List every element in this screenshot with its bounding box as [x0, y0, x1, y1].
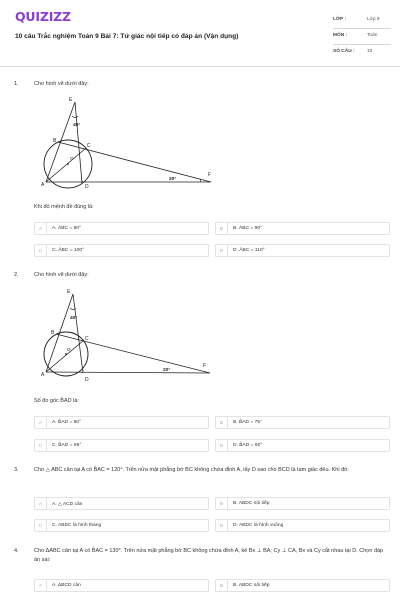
question-number: 3.	[14, 467, 19, 473]
header-divider	[0, 66, 400, 67]
answer-option[interactable]	[215, 244, 390, 257]
option-letter: A	[35, 417, 47, 428]
answer-option[interactable]	[34, 244, 209, 257]
option-letter: A	[35, 498, 47, 509]
answer-option[interactable]	[215, 497, 390, 510]
meta-label: MÔN :	[333, 33, 348, 38]
option-text: D. ÂBC = 110°	[233, 248, 265, 254]
point-label: D	[85, 377, 89, 383]
angle-label: 40°	[70, 316, 78, 321]
option-letter: C	[35, 520, 47, 531]
question-number: 1.	[14, 81, 19, 87]
option-letter: D	[216, 245, 228, 256]
option-text: C. ABDC là hình thang	[52, 523, 102, 529]
point-label: E	[69, 97, 73, 103]
point-label: D	[85, 184, 89, 190]
answer-option[interactable]	[215, 416, 390, 429]
geometry-figure	[38, 96, 218, 194]
option-letter: C	[35, 245, 47, 256]
point-label: O	[70, 156, 74, 161]
option-letter: B	[216, 223, 228, 234]
quizizz-logo: QUIZIZZ	[15, 9, 71, 24]
option-text: A. B̂AD = 80°	[52, 420, 82, 426]
option-letter: A	[35, 223, 47, 234]
answer-option[interactable]	[34, 439, 209, 452]
question-prompt: Cho hình vẽ dưới đây:	[34, 81, 89, 87]
question-prompt: Cho ΔABC cân tại A có B̂AC = 130°. Trên nửa mặt phẳng bờ BC không chứa đỉnh A, kẻ Bx ⊥ BA; Cy ⊥ CA, Bx và Cy cắt nhau tại D. Chọn đáp án sai:	[34, 548, 384, 564]
worksheet-title: 10 câu Trắc nghiệm Toán 9 Bài 7: Tứ giác nội tiếp có đáp án (Vận dụng)	[15, 33, 239, 40]
point-label: C	[85, 336, 89, 342]
answer-option[interactable]	[34, 579, 209, 592]
point-label: B	[51, 330, 55, 336]
meta-value: Toán	[367, 33, 378, 38]
option-text: B. ABDC nội tiếp	[233, 583, 270, 589]
point-label: F	[208, 172, 212, 178]
point-label: B	[53, 138, 57, 144]
option-letter: D	[216, 520, 228, 531]
option-text: B. B̂AD = 75°	[233, 420, 263, 426]
angle-label: 20°	[169, 177, 177, 182]
option-letter: B	[216, 580, 228, 591]
point-label: A	[41, 182, 45, 188]
meta-label: SỐ CÂU :	[333, 49, 355, 54]
angle-label: 20°	[163, 368, 171, 373]
option-text: B. ABDC nội tiếp	[233, 501, 270, 507]
question-text: Khi đó mệnh đề đúng là:	[34, 204, 94, 210]
answer-option[interactable]	[34, 416, 209, 429]
option-letter: B	[216, 498, 228, 509]
option-letter: B	[216, 417, 228, 428]
option-letter: D	[216, 440, 228, 451]
option-text: A. △ ACD cân	[52, 502, 83, 508]
question-number: 2.	[14, 272, 19, 278]
meta-row-subject	[333, 29, 391, 45]
point-label: F	[203, 363, 207, 369]
point-label: O	[67, 347, 71, 352]
meta-value: 10	[367, 49, 373, 54]
option-letter: C	[35, 440, 47, 451]
meta-value: Lớp 9	[367, 17, 380, 22]
answer-option[interactable]	[215, 439, 390, 452]
option-text: C. ÂBC = 100°	[52, 248, 84, 254]
answer-option[interactable]	[34, 497, 209, 510]
worksheet-header	[0, 0, 400, 62]
answer-option[interactable]	[34, 222, 209, 235]
angle-label: 40°	[73, 123, 81, 128]
geometry-figure	[38, 288, 218, 386]
meta-table	[333, 13, 391, 61]
answer-option[interactable]	[215, 579, 390, 592]
question-text: Số đo góc B̂AD là:	[34, 398, 79, 404]
answer-option[interactable]	[215, 519, 390, 532]
question-prompt: Cho △ ABC cân tại A có B̂AC = 120°. Trên nửa mặt phẳng bờ BC không chứa đỉnh A, lấy D sao cho BCD là tam giác đều. Khi đó:	[34, 467, 349, 473]
point-label: E	[67, 289, 71, 295]
option-text: B. ÂBC = 90°	[233, 226, 263, 232]
option-text: C. B̂AD = 65°	[52, 443, 82, 449]
meta-label: LỚP :	[333, 17, 347, 22]
meta-row-count	[333, 45, 391, 61]
point-label: A	[41, 372, 45, 378]
option-text: A. ΔBCD cân	[52, 583, 81, 589]
point-label: C	[87, 143, 91, 149]
question-prompt: Cho hình vẽ dưới đây:	[34, 272, 89, 278]
option-text: D. ABDC là hình vuông	[233, 523, 284, 529]
option-text: A. ÂBC = 80°	[52, 226, 82, 232]
question-number: 4.	[14, 548, 19, 554]
option-letter: A	[35, 580, 47, 591]
answer-option[interactable]	[34, 519, 209, 532]
option-text: D. B̂AD = 60°	[233, 443, 263, 449]
meta-row-class	[333, 13, 391, 29]
answer-option[interactable]	[215, 222, 390, 235]
